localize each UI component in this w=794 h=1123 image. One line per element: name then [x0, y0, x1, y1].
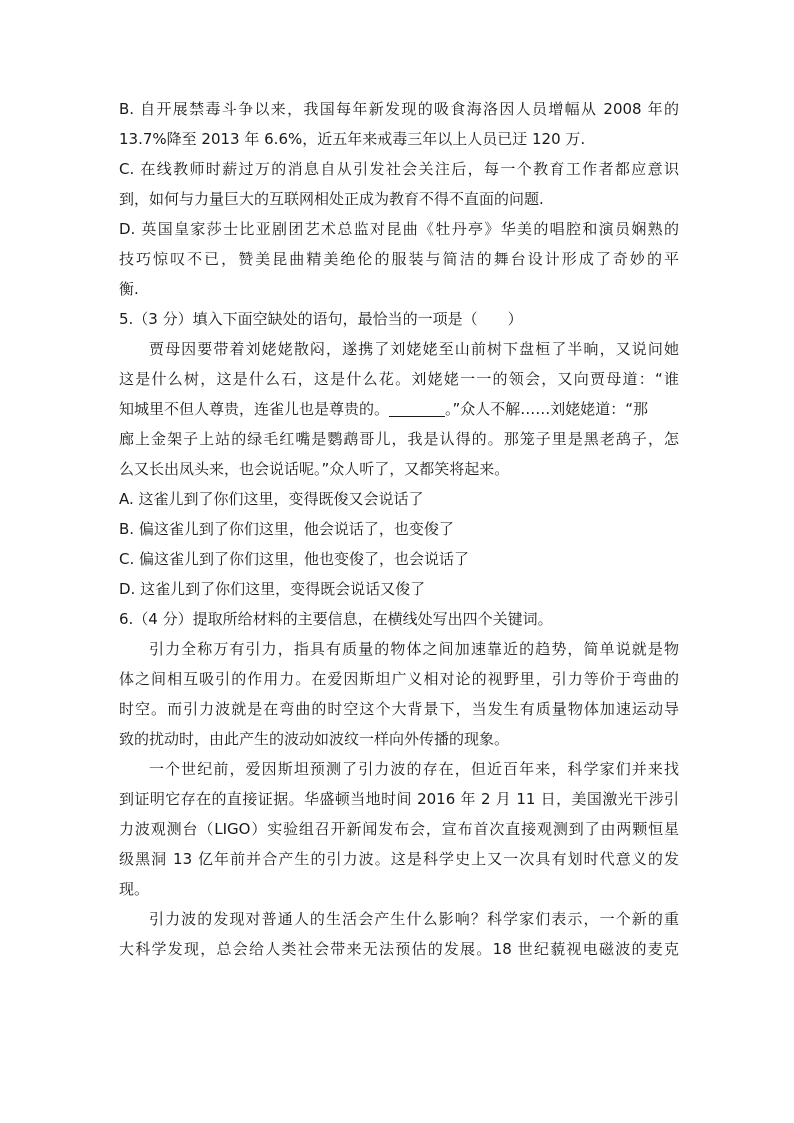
q5-option-c: C. 偏这雀儿到了你们这里，他也变俊了，也会说话了: [119, 550, 470, 568]
q4-option-d-line-3: 衡.: [119, 280, 139, 298]
q6-para-2-line-5: 现。: [119, 880, 150, 898]
q6-para-3-line-2: 大科学发现，总会给人类社会带来无法预估的发展。18 世纪藐视电磁波的麦克: [119, 940, 679, 958]
q4-option-b-line-2: 13.7%降至 2013 年 6.6%，近五年来戒毒三年以上人员已迂 120 万.: [119, 130, 586, 148]
q6-para-2-line-3: 力波观测台（LIGO）实验组召开新闻发布会，宣布首次直接观测到了由两颗恒星: [119, 820, 679, 838]
q5-option-d: D. 这雀儿到了你们这里，变得既会说话又俊了: [119, 580, 426, 598]
q5-passage-line-5: 么又长出凤头来，也会说话呢。”众人听了，又都笑将起来。: [119, 460, 510, 478]
q6-para-3-line-1: 引力波的发现对普通人的生活会产生什么影响？科学家们表示，一个新的重: [149, 910, 679, 928]
q5-stem: 5.（3 分）填入下面空缺处的语句，最恰当的一项是（ ）: [119, 310, 523, 328]
q6-stem: 6.（4 分）提取所给材料的主要信息，在横线处写出四个关键词。: [119, 610, 553, 628]
q6-para-2-line-1: 一个世纪前，爱因斯坦预测了引力波的存在，但近百年来，科学家们并来找: [149, 760, 679, 778]
q5-passage-line-3-pre: 知城里不但人尊贵，连雀儿也是尊贵的。: [119, 400, 390, 418]
q5-passage-line-3-post: 。”众人不解……刘姥姥道：“那: [445, 400, 649, 418]
q5-option-b: B. 偏这雀儿到了你们这里，他会说话了，也变俊了: [119, 520, 454, 538]
q5-passage-line-4: 廊上金架子上站的绿毛红嘴是鹦鹉哥儿，我是认得的。那笼子里是黑老鸹子，怎: [119, 430, 679, 448]
q6-para-1-line-3: 时空。而引力波就是在弯曲的时空这个大背景下，当发生有质量物体加速运动导: [119, 700, 679, 718]
q6-para-1-line-1: 引力全称万有引力，指具有质量的物体之间加速靠近的趋势，简单说就是物: [149, 640, 679, 658]
q5-passage-line-3: [119, 394, 679, 424]
q5-passage-line-1: 贾母因要带着刘姥姥散闷，遂携了刘姥姥至山前树下盘桓了半晌，又说问她: [149, 340, 679, 358]
q4-option-b-line-1: B. 自开展禁毒斗争以来，我国每年新发现的吸食海洛因人员增幅从 2008 年的: [119, 100, 679, 118]
q6-para-2-line-2: 到证明它存在的直接证据。华盛顿当地时间 2016 年 2 月 11 日，美国激光干涉引: [119, 790, 679, 808]
q5-passage-line-2: 这是什么树，这是什么石，这是什么花。刘姥姥一一的领会，又向贾母道：“谁: [119, 370, 679, 388]
q6-para-1-line-2: 体之间相互吸引的作用力。在爱因斯坦广义相对论的视野里，引力等价于弯曲的: [119, 670, 679, 688]
document-body: [119, 94, 679, 964]
q5-answer-blank[interactable]: [389, 398, 445, 417]
q4-option-d-line-1: D. 英国皇家莎士比亚剧团艺术总监对昆曲《牡丹亭》华美的唱腔和演员娴熟的: [119, 220, 679, 238]
q5-option-a: A. 这雀儿到了你们这里，变得既俊又会说话了: [119, 490, 424, 508]
q4-option-c-line-1: C. 在线教师时薪过万的消息自从引发社会关注后，每一个教育工作者都应意识: [119, 160, 679, 178]
q4-option-c-line-2: 到，如何与力量巨大的互联网相处正成为教育不得不直面的问题.: [119, 190, 544, 208]
q4-option-d-line-2: 技巧惊叹不已，赞美昆曲精美绝伦的服装与简洁的舞台设计形成了奇妙的平: [119, 250, 679, 268]
q6-para-2-line-4: 级黑洞 13 亿年前并合产生的引力波。这是科学史上又一次具有划时代意义的发: [119, 850, 679, 868]
q6-para-1-line-4: 致的扰动时，由此产生的波动如波纹一样向外传播的现象。: [119, 730, 510, 748]
